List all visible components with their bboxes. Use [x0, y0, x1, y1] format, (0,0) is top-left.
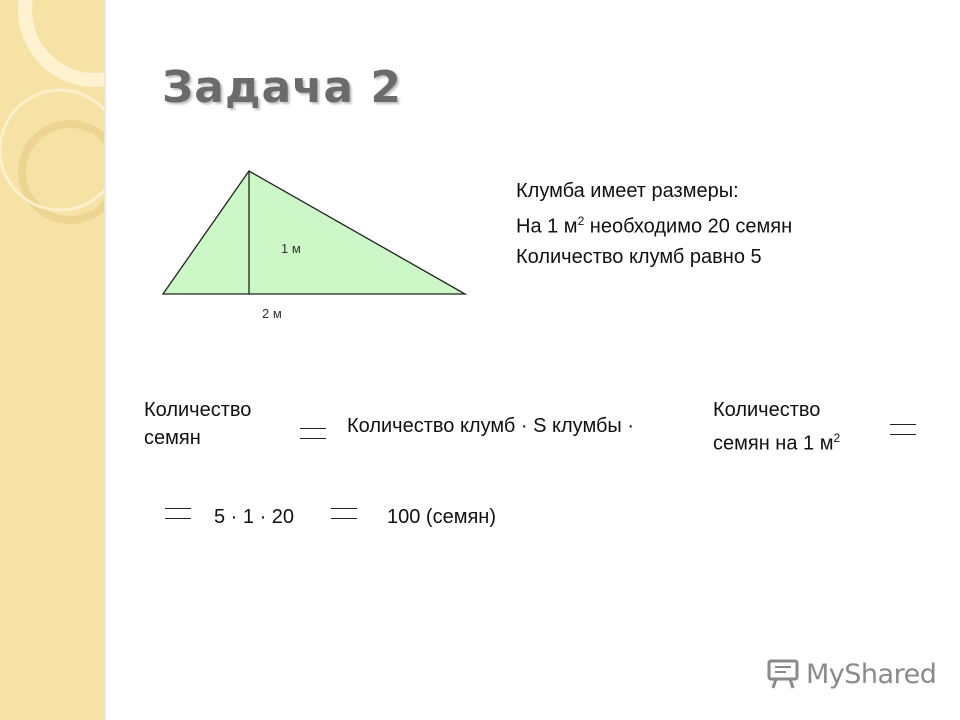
equals-sign	[331, 508, 357, 519]
condition-line-2: На 1 $м^2$ необходимо 20 семян	[516, 214, 793, 238]
formula-rhs: Количество семян на 1 $м^2$	[713, 399, 841, 455]
presentation-board-icon	[766, 657, 800, 691]
formula-lhs: Количество семян	[144, 399, 252, 449]
problem-conditions	[516, 176, 792, 272]
condition-line-1: Клумба имеет размеры:	[516, 180, 739, 202]
triangle-shape	[163, 171, 465, 294]
height-label: 1 м	[281, 241, 301, 256]
equals-sign	[890, 424, 916, 435]
slide-title: Задача 2	[162, 62, 403, 113]
triangle-figure	[158, 166, 474, 302]
equals-sign	[165, 508, 191, 519]
watermark	[766, 654, 936, 694]
formula-middle: Количество клумб · S клумбы ·	[347, 415, 635, 437]
calculation-expression: 5 · 1 · 20	[214, 506, 295, 528]
equals-sign	[300, 428, 326, 439]
side-decoration-panel	[0, 0, 106, 720]
calculation-result: 100 (семян)	[387, 506, 496, 528]
decorative-circles	[0, 0, 104, 720]
condition-line-3: Количество клумб равно 5	[516, 245, 762, 268]
base-label: 2 м	[262, 306, 282, 321]
watermark-text: MyShared	[806, 658, 937, 690]
